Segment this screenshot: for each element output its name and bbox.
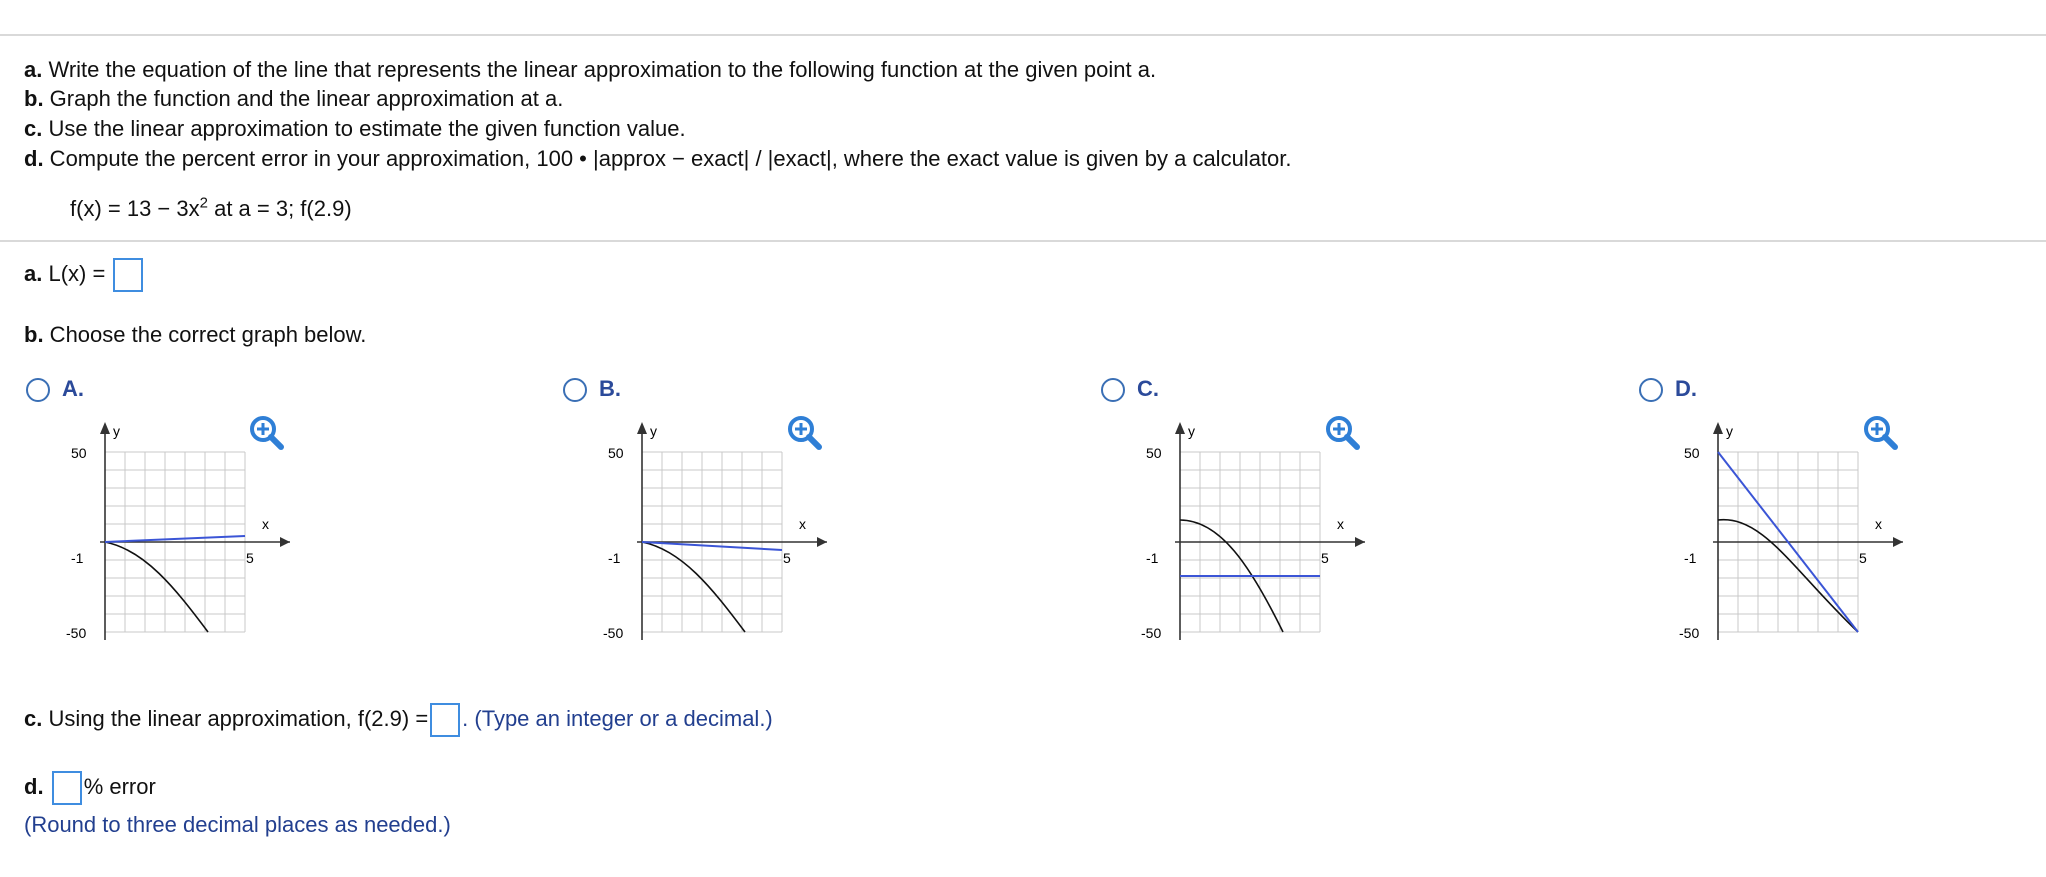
y-axis-label: y (1188, 423, 1195, 439)
x-axis-label: x (799, 516, 806, 532)
y-min-tick-label: -50 (603, 625, 624, 641)
y-max-tick-label: 50 (1684, 445, 1700, 461)
function-curve (642, 542, 745, 632)
x-axis-arrow (1893, 537, 1903, 547)
graph-d (1663, 420, 1903, 660)
y-axis-arrow (637, 422, 647, 434)
y-axis-label: y (1726, 423, 1733, 439)
y-axis-label: y (113, 423, 120, 439)
x-axis-arrow (280, 537, 290, 547)
x-max-tick-label: 5 (783, 550, 791, 566)
x-min-tick-label: -1 (608, 550, 621, 566)
y-axis-arrow (1175, 422, 1185, 434)
instruction-a: a. Write the equation of the line that represents the linear approximation to the following function at the given point a. (24, 57, 1157, 82)
y-max-tick-label: 50 (1146, 445, 1162, 461)
part-b: b. Choose the correct graph below. (24, 322, 367, 347)
choice-a-label[interactable]: A. (62, 376, 84, 401)
question-divider (0, 240, 2046, 242)
graph-c (1125, 420, 1365, 660)
instruction-d: d. Compute the percent error in your approximation, 100 • |approx − exact| / |exact|, where the exact value is given by a calculator. (24, 146, 1292, 171)
x-min-tick-label: -1 (1146, 550, 1159, 566)
linear-approx-answer-box[interactable] (113, 258, 143, 292)
graph-b (587, 420, 827, 660)
y-min-tick-label: -50 (1679, 625, 1700, 641)
y-max-tick-label: 50 (71, 445, 87, 461)
tangent-line (105, 536, 245, 542)
x-max-tick-label: 5 (1859, 550, 1867, 566)
choice-a-radio[interactable] (26, 378, 50, 402)
choice-d-radio[interactable] (1639, 378, 1663, 402)
part-c: c. Using the linear approximation, f(2.9) = . (Type an integer or a decimal.) (24, 703, 773, 737)
x-axis-label: x (1875, 516, 1882, 532)
rounding-note: (Round to three decimal places as needed.) (24, 812, 451, 837)
x-axis-arrow (1355, 537, 1365, 547)
instruction-b: b. Graph the function and the linear approximation at a. (24, 86, 564, 111)
y-max-tick-label: 50 (608, 445, 624, 461)
x-min-tick-label: -1 (71, 550, 84, 566)
choice-c-radio[interactable] (1101, 378, 1125, 402)
x-axis-label: x (262, 516, 269, 532)
y-axis-arrow (100, 422, 110, 434)
graph-a (50, 420, 290, 660)
x-max-tick-label: 5 (1321, 550, 1329, 566)
y-axis-arrow (1713, 422, 1723, 434)
part-a: a. L(x) = (24, 258, 145, 292)
choice-c-label[interactable]: C. (1137, 376, 1159, 401)
choice-d-label[interactable]: D. (1675, 376, 1697, 401)
choice-b-radio[interactable] (563, 378, 587, 402)
y-axis-label: y (650, 423, 657, 439)
percent-error-answer-box[interactable] (52, 771, 82, 805)
y-min-tick-label: -50 (1141, 625, 1162, 641)
top-divider (0, 34, 2046, 36)
instruction-c: c. Use the linear approximation to estimate the given function value. (24, 116, 686, 141)
x-axis-arrow (817, 537, 827, 547)
function-curve (1718, 520, 1858, 632)
function-curve (105, 542, 208, 632)
choice-b-label[interactable]: B. (599, 376, 621, 401)
x-axis-label: x (1337, 516, 1344, 532)
part-d: d. % error (24, 771, 156, 805)
x-min-tick-label: -1 (1684, 550, 1697, 566)
y-min-tick-label: -50 (66, 625, 87, 641)
function-statement: $f(x) = 13 - 3x^2$ at a = 3; f(2.9) (70, 194, 352, 221)
estimate-answer-box[interactable] (430, 703, 460, 737)
x-max-tick-label: 5 (246, 550, 254, 566)
